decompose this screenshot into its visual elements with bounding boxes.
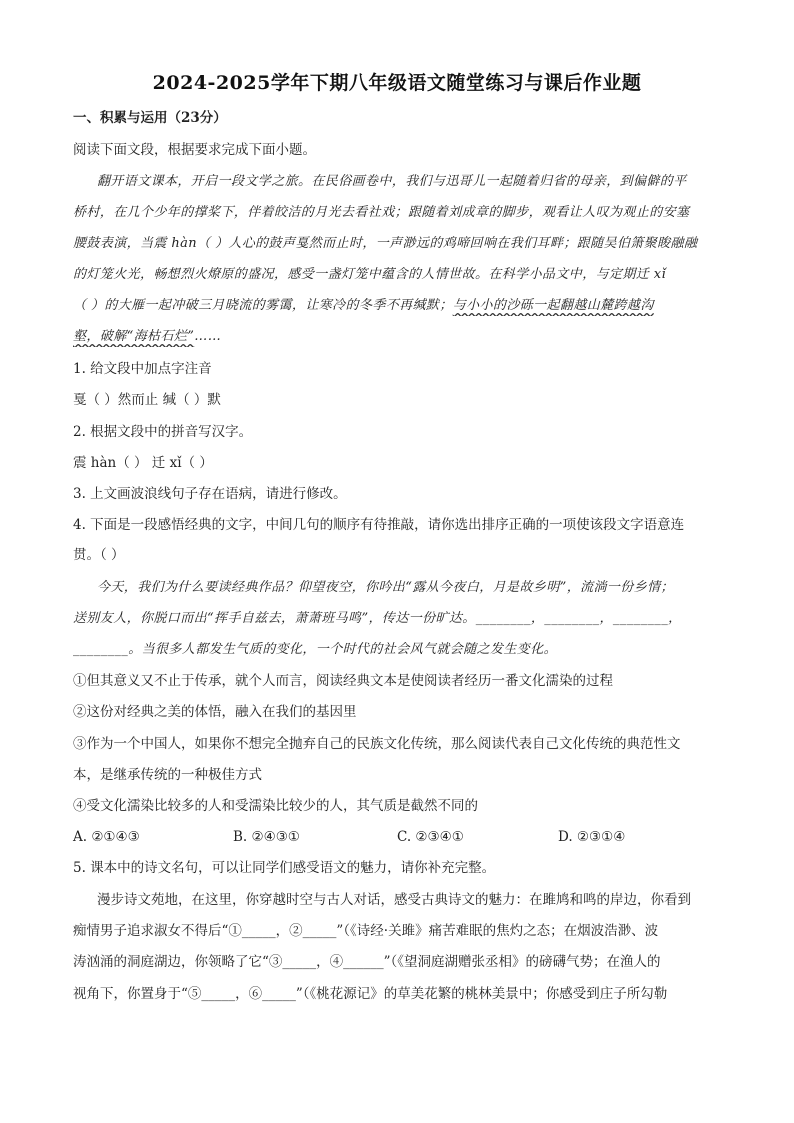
question-5: 5. 课本中的诗文名句，可以让同学们感受语文的魅力，请你补充完整。 [73, 860, 496, 876]
q4-passage-line: 送别友人，你脱口而出“挥手自兹去，萧萧班马鸣”，传达一份旷达。________，________，________， [73, 611, 682, 626]
option-a: A. ②①④③ [73, 829, 140, 845]
passage-line: 桥村，在几个少年的撑桨下，伴着皎洁的月光去看社戏；跟随着刘成章的脚步，观看让人叹为观止的安塞 [73, 205, 690, 220]
question-1: 1. 给文段中加点字注音 [73, 361, 212, 377]
reading-instruction: 阅读下面文段，根据要求完成下面小题。 [73, 142, 316, 158]
q4-sentence-cont: 本，是继承传统的一种极佳方式 [73, 767, 262, 783]
question-1-blanks: 戛（ ）然而止 缄（ ）默 [73, 392, 221, 408]
wavy-underlined-sentence: 壑，破解“海枯石烂” [73, 329, 195, 344]
passage-line: 翻开语文课本，开启一段文学之旅。在民俗画卷中，我们与迅哥儿一起随着归省的母亲，到偏僻的平 [97, 174, 687, 189]
q5-passage-line: 痴情男子追求淑女不得后“①_____，②_____”（《诗经·关雎》痛苦难眠的焦灼之态；在烟波浩渺、波 [73, 923, 659, 939]
question-4-cont: 贯。（ ） [73, 547, 125, 563]
question-4: 4. 下面是一段感悟经典的文字，中间几句的顺序有待推敲，请你选出排序正确的一项使该段文字语意连 [73, 517, 685, 533]
q4-passage-line: ________。当很多人都发生气质的变化，一个时代的社会风气就会随之发生变化。 [73, 642, 558, 657]
option-d: D. ②③①④ [558, 829, 626, 845]
q4-sentence: ④受文化濡染比较多的人和受濡染比较少的人，其气质是截然不同的 [73, 798, 478, 814]
q4-sentence: ③作为一个中国人，如果你不想完全抛弃自己的民族文化传统，那么阅读代表自己文化传统的典范性文 [73, 736, 681, 752]
q4-sentence: ①但其意义又不止于传承，就个人而言，阅读经典文本是使阅读者经历一番文化濡染的过程 [73, 673, 613, 689]
q5-passage-line: 漫步诗文苑地，在这里，你穿越时空与古人对话，感受古典诗文的魅力：在雎鸠和鸣的岸边，你看到 [97, 892, 691, 908]
q5-passage-line: 涛汹涌的洞庭湖边，你领略了它“③_____，④______”（《望洞庭湖赠张丞相》的磅礴气势；在渔人的 [73, 954, 661, 970]
q4-passage-line: 今天，我们为什么要读经典作品？仰望夜空，你吟出“露从今夜白，月是故乡明”，流淌一份乡情； [97, 580, 674, 595]
option-b: B. ②④③① [233, 829, 300, 845]
passage-ellipsis: …… [194, 329, 222, 344]
page-title: 2024-2025学年下期八年级语文随堂练习与课后作业题 [152, 72, 642, 94]
q4-sentence: ②这份对经典之美的体悟，融入在我们的基因里 [73, 704, 357, 720]
passage-line: 的灯笼火光，畅想烈火燎原的盛况，感受一盏灯笼中蕴含的人情世故。在科学小品文中，与定期迁 xǐ [73, 267, 667, 282]
q5-passage-line: 视角下，你置身于“⑤_____，⑥_____”（《桃花源记》的草美花繁的桃林美景中；你感受到庄子所勾勒 [73, 986, 668, 1002]
passage-line: 腰鼓表演，当震 hàn（ ）人心的鼓声戛然而止时，一声渺远的鸡啼回响在我们耳畔；跟随吴伯箫聚睃融融 [73, 236, 698, 251]
passage-text: （ ）的大雁一起冲破三月晓流的雾霭，让寒冷的冬季不再缄默； [73, 298, 453, 313]
option-c: C. ②③④① [397, 829, 464, 845]
passage-line [73, 296, 723, 316]
question-2: 2. 根据文段中的拼音写汉字。 [73, 424, 253, 440]
wavy-underlined-sentence: 与小小的沙砾一起翻越山麓跨越沟 [452, 298, 654, 313]
question-3: 3. 上文画波浪线句子存在语病，请进行修改。 [73, 486, 347, 502]
question-2-blanks: 震 hàn（ ） 迁 xǐ（ ） [73, 455, 213, 471]
passage-line [73, 327, 723, 347]
section-heading: 一、积累与运用（23分） [73, 110, 227, 126]
